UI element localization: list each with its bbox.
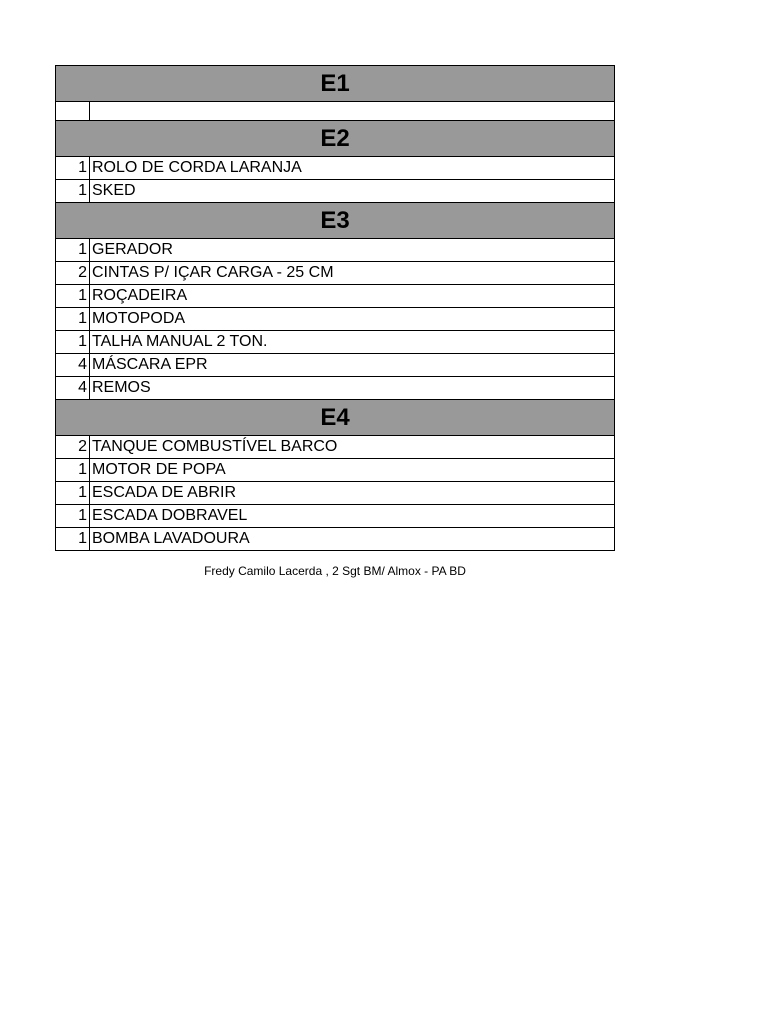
description-cell xyxy=(90,102,615,121)
description-cell: MOTOPODA xyxy=(90,308,615,331)
section-title: E3 xyxy=(56,203,615,239)
section-title: E2 xyxy=(56,121,615,157)
item-row xyxy=(56,285,615,308)
qty-cell xyxy=(56,102,90,121)
qty-cell: 1 xyxy=(56,528,90,551)
section-title: E1 xyxy=(56,66,615,102)
item-row xyxy=(56,377,615,400)
item-row xyxy=(56,482,615,505)
inventory-table xyxy=(55,65,615,551)
description-cell: TALHA MANUAL 2 TON. xyxy=(90,331,615,354)
inventory-table-body xyxy=(56,66,615,551)
qty-cell: 1 xyxy=(56,505,90,528)
item-row xyxy=(56,239,615,262)
section-title: E4 xyxy=(56,400,615,436)
item-row xyxy=(56,157,615,180)
section-header-row xyxy=(56,66,615,102)
description-cell: BOMBA LAVADOURA xyxy=(90,528,615,551)
qty-cell: 4 xyxy=(56,377,90,400)
empty-row xyxy=(56,102,615,121)
description-cell: SKED xyxy=(90,180,615,203)
item-row xyxy=(56,505,615,528)
qty-cell: 1 xyxy=(56,459,90,482)
description-cell: ROÇADEIRA xyxy=(90,285,615,308)
qty-cell: 2 xyxy=(56,436,90,459)
item-row xyxy=(56,331,615,354)
footer-signature: Fredy Camilo Lacerda , 2 Sgt BM/ Almox - PA BD xyxy=(204,564,466,578)
description-cell: ROLO DE CORDA LARANJA xyxy=(90,157,615,180)
item-row xyxy=(56,308,615,331)
item-row xyxy=(56,528,615,551)
qty-cell: 1 xyxy=(56,482,90,505)
item-row xyxy=(56,459,615,482)
section-header-row xyxy=(56,400,615,436)
qty-cell: 2 xyxy=(56,262,90,285)
description-cell: REMOS xyxy=(90,377,615,400)
qty-cell: 1 xyxy=(56,285,90,308)
description-cell: CINTAS P/ IÇAR CARGA - 25 CM xyxy=(90,262,615,285)
item-row xyxy=(56,436,615,459)
qty-cell: 1 xyxy=(56,157,90,180)
description-cell: TANQUE COMBUSTÍVEL BARCO xyxy=(90,436,615,459)
section-header-row xyxy=(56,121,615,157)
item-row xyxy=(56,180,615,203)
description-cell: MOTOR DE POPA xyxy=(90,459,615,482)
qty-cell: 1 xyxy=(56,331,90,354)
description-cell: MÁSCARA EPR xyxy=(90,354,615,377)
qty-cell: 4 xyxy=(56,354,90,377)
item-row xyxy=(56,262,615,285)
qty-cell: 1 xyxy=(56,239,90,262)
description-cell: GERADOR xyxy=(90,239,615,262)
section-header-row xyxy=(56,203,615,239)
description-cell: ESCADA DE ABRIR xyxy=(90,482,615,505)
qty-cell: 1 xyxy=(56,308,90,331)
qty-cell: 1 xyxy=(56,180,90,203)
description-cell: ESCADA DOBRAVEL xyxy=(90,505,615,528)
item-row xyxy=(56,354,615,377)
